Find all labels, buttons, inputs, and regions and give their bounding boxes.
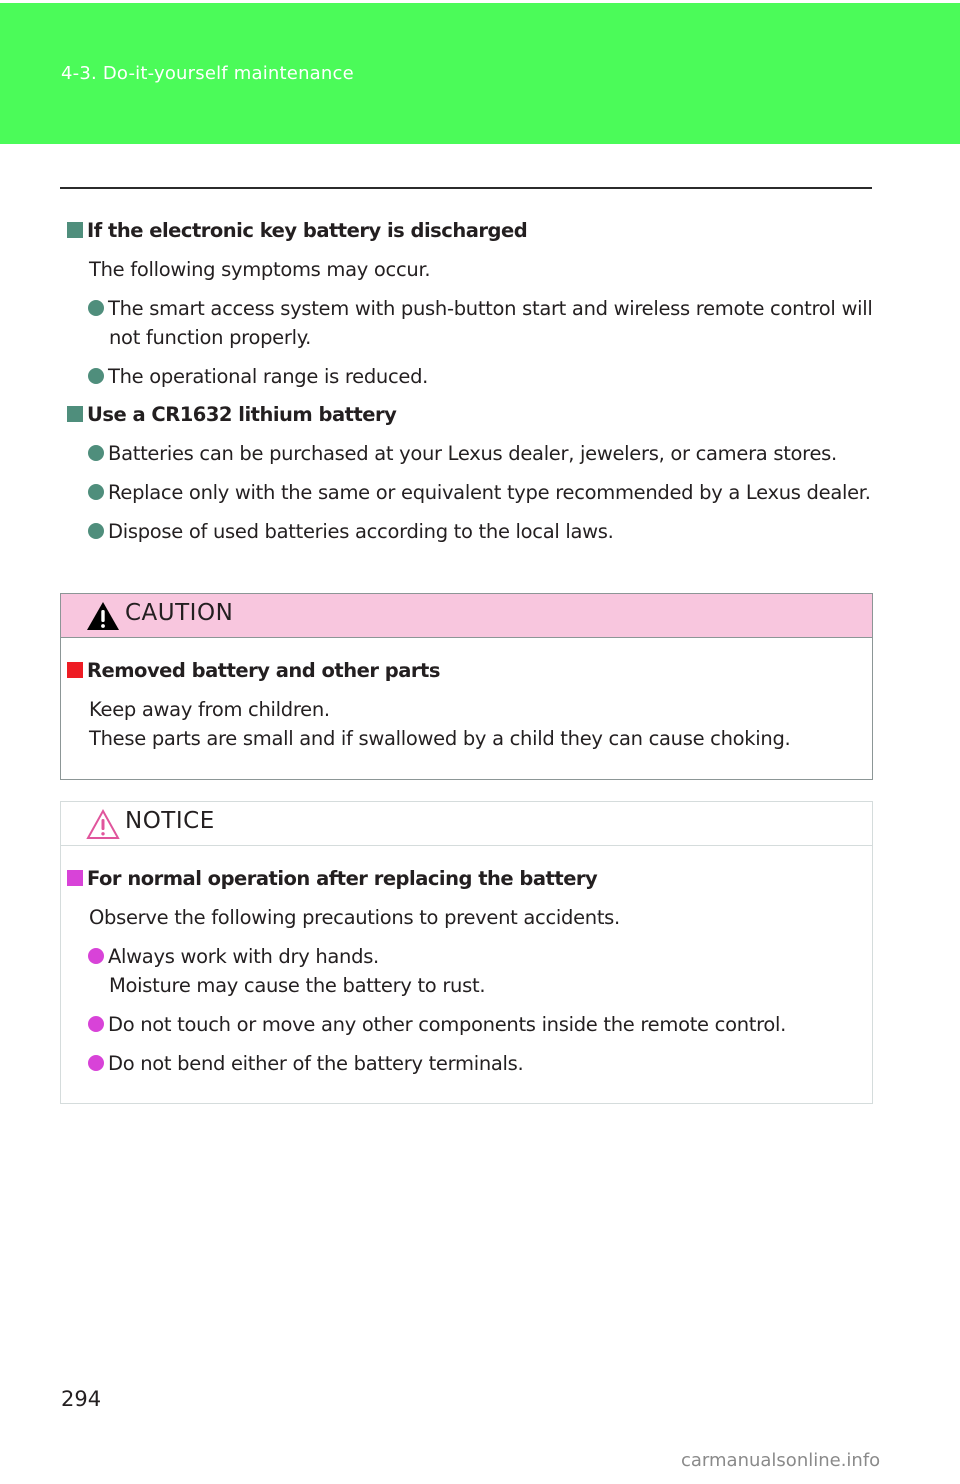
caution-box	[60, 593, 873, 780]
list-item: Replace only with the same or equivalent type recommended by a Lexus dealer.	[88, 478, 871, 507]
top-divider	[60, 187, 872, 189]
section-intro: The following symptoms may occur.	[89, 258, 431, 281]
list-item: Batteries can be purchased at your Lexus dealer, jewelers, or camera stores.	[88, 439, 837, 468]
square-bullet-icon	[67, 222, 83, 238]
square-bullet-icon	[67, 870, 83, 886]
list-item-continuation: not function properly.	[109, 326, 312, 349]
caution-text: These parts are small and if swallowed by a child they can cause choking.	[89, 727, 791, 750]
square-bullet-icon	[67, 406, 83, 422]
list-item: Do not touch or move any other components inside the remote control.	[88, 1010, 786, 1039]
circle-bullet-icon	[88, 948, 104, 964]
caution-heading: Removed battery and other parts	[67, 656, 440, 685]
square-bullet-icon	[67, 662, 83, 678]
circle-bullet-icon	[88, 484, 104, 500]
list-item: Always work with dry hands.	[88, 942, 379, 971]
caution-label: CAUTION	[125, 600, 234, 626]
watermark: carmanualsonline.info	[681, 1450, 881, 1471]
circle-bullet-icon	[88, 1055, 104, 1071]
caution-text: Keep away from children.	[89, 698, 330, 721]
notice-intro: Observe the following precautions to prevent accidents.	[89, 906, 620, 929]
chapter-header-band	[0, 3, 960, 144]
circle-bullet-icon	[88, 368, 104, 384]
notice-header	[61, 802, 872, 846]
list-item: The smart access system with push-button start and wireless remote control will	[88, 294, 872, 323]
caution-header	[61, 594, 872, 638]
list-item: Dispose of used batteries according to the local laws.	[88, 517, 614, 546]
notice-label: NOTICE	[125, 808, 215, 834]
section-heading: If the electronic key battery is discharged	[67, 216, 527, 245]
notice-box	[60, 801, 873, 1104]
list-item-continuation: Moisture may cause the battery to rust.	[109, 974, 486, 997]
circle-bullet-icon	[88, 523, 104, 539]
warning-triangle-filled-icon	[85, 600, 121, 632]
page-number: 294	[61, 1387, 102, 1411]
circle-bullet-icon	[88, 300, 104, 316]
list-item: Do not bend either of the battery terminals.	[88, 1049, 523, 1078]
warning-triangle-outline-icon	[85, 808, 121, 840]
notice-heading: For normal operation after replacing the battery	[67, 864, 597, 893]
list-item: The operational range is reduced.	[88, 362, 428, 391]
chapter-section-title: 4-3. Do-it-yourself maintenance	[61, 63, 354, 84]
circle-bullet-icon	[88, 1016, 104, 1032]
circle-bullet-icon	[88, 445, 104, 461]
section-heading: Use a CR1632 lithium battery	[67, 400, 396, 429]
